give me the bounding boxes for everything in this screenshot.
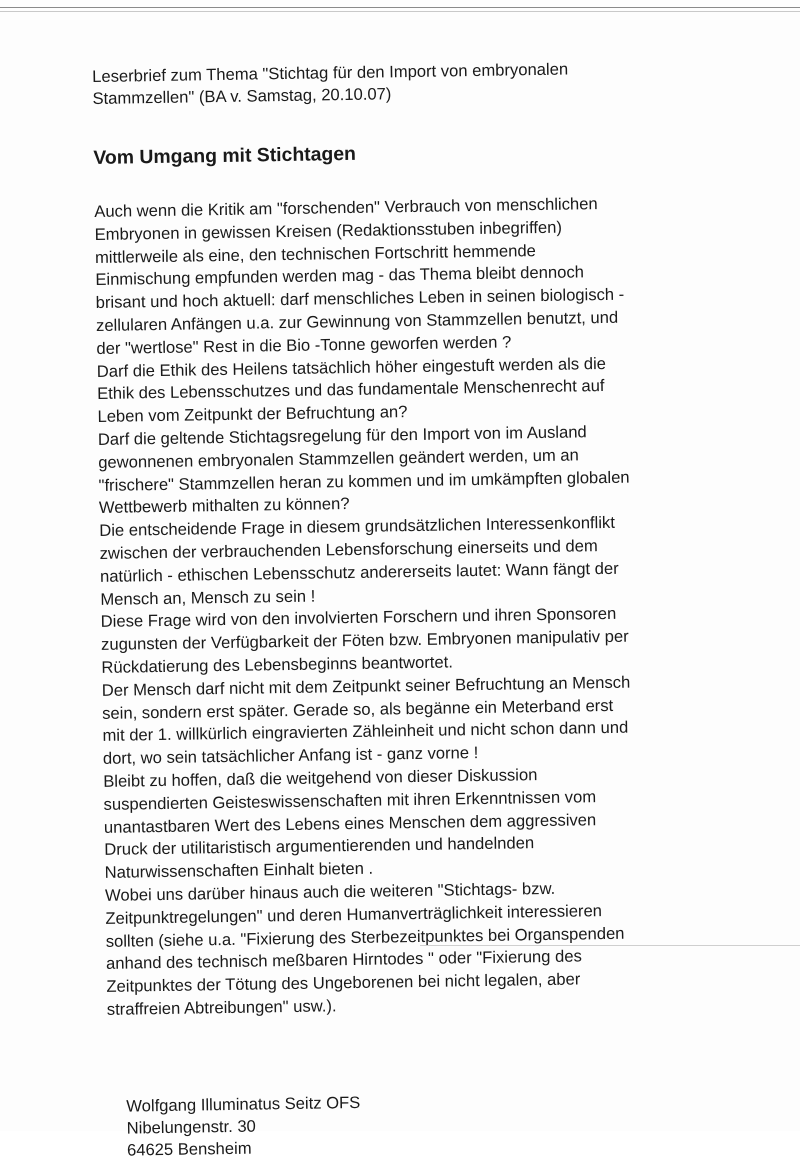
letter-content bbox=[92, 56, 749, 1162]
body-line: "frischere" Stammzellen heran zu kommen und im umkämpften globalen bbox=[98, 467, 630, 495]
body-line: natürlich - ethischen Lebensschutz andererseits lautet: Wann fängt der bbox=[99, 558, 619, 586]
letter-body bbox=[94, 191, 747, 1022]
body-line: zellularen Anfängen u.a. zur Gewinnung von Stammzellen benutzt, und bbox=[95, 307, 619, 335]
body-line: Bleibt zu hoffen, daß die weitgehend von dieser Diskussion bbox=[103, 765, 538, 791]
body-line: Wettbewerb mithalten zu können? bbox=[98, 494, 350, 518]
body-line: Auch wenn die Kritik am "forschenden" Verbrauch von menschlichen bbox=[94, 194, 598, 221]
body-line: mittlerweile als eine, den technischen Fortschritt hemmende bbox=[94, 240, 536, 267]
body-line: Diese Frage wird von den involvierten Forschern und ihren Sponsoren bbox=[100, 604, 617, 632]
body-line: zugunsten der Verfügbarkeit der Föten bzw. Embryonen manipulativ per bbox=[100, 626, 629, 655]
signature-name: Wolfgang Illuminatus Seitz OFS bbox=[126, 1092, 361, 1116]
body-line: sollten (siehe u.a. "Fixierung des Sterbezeitpunktes bei Organspenden bbox=[105, 923, 625, 951]
body-line: Der Mensch darf nicht mit dem Zeitpunkt seiner Befruchtung an Mensch bbox=[101, 672, 631, 700]
body-line: Druck der utilitaristisch argumentierenden und handelnden bbox=[104, 833, 535, 860]
body-line: Mensch an, Mensch zu sein ! bbox=[100, 586, 316, 609]
scan-artifact-line bbox=[420, 945, 800, 946]
subject-line: Leserbrief zum Thema "Stichtag für den Import von embryonalen bbox=[92, 59, 569, 86]
body-line: brisant und hoch aktuell: darf menschliches Leben in seinen biologisch - bbox=[95, 284, 625, 313]
body-line: Leben vom Zeitpunkt der Befruchtung an? bbox=[97, 402, 408, 427]
body-line: anhand des technisch meßbaren Hirntodes " oder "Fixierung des bbox=[105, 946, 582, 974]
body-line: der "wertlose" Rest in die Bio -Tonne geworfen werden ? bbox=[96, 332, 512, 358]
signature-block bbox=[126, 1086, 749, 1162]
body-line: suspendierten Geisteswissenschaften mit ihren Erkenntnissen vom bbox=[103, 786, 597, 814]
body-line: Darf die Ethik des Heilens tatsächlich höher eingestuft werden als die bbox=[96, 353, 607, 381]
scan-edge-line bbox=[0, 7, 800, 8]
body-line: Darf die geltende Stichtagsregelung für den Import von im Ausland bbox=[97, 422, 587, 449]
body-line: straffreien Abtreibungen" usw.). bbox=[106, 996, 337, 1019]
body-line: dort, wo sein tatsächlicher Anfang ist - ganz vorne ! bbox=[102, 743, 479, 769]
body-line: sein, sondern erst später. Gerade so, als begänne ein Meterband erst bbox=[102, 695, 614, 723]
body-line: Wobei uns darüber hinaus auch die weiteren "Stichtags- bzw. bbox=[104, 878, 556, 905]
scan-edge-line-faint bbox=[0, 11, 800, 12]
letter-subject bbox=[92, 57, 653, 110]
body-line: Zeitpunktes der Tötung des Ungeborenen bei nicht legalen, aber bbox=[106, 969, 581, 996]
body-line: gewonnenen embryonalen Stammzellen geändert werden, um an bbox=[98, 445, 579, 472]
body-line: Zeitpunktregelungen" und deren Humanverträglichkeit interessieren bbox=[105, 900, 603, 928]
body-line: Embryonen in gewissen Kreisen (Redaktionsstuben inbegriffen) bbox=[94, 217, 563, 244]
body-line: Die entscheidende Frage in diesem grundsätzlichen Interessenkonflikt bbox=[99, 513, 616, 541]
signature-street: Nibelungenstr. 30 bbox=[126, 1116, 256, 1138]
body-line: Einmischung empfunden werden mag - das Thema bleibt dennoch bbox=[95, 262, 585, 290]
signature-city: 64625 Bensheim bbox=[126, 1138, 252, 1160]
body-line: Ethik des Lebensschutzes und das fundamentale Menschenrecht auf bbox=[97, 376, 605, 404]
letter-heading: Vom Umgang mit Stichtagen bbox=[93, 142, 357, 169]
body-line: Rückdatierung des Lebensbeginns beantwortet. bbox=[101, 652, 454, 677]
body-line: Naturwissenschaften Einhalt bieten . bbox=[104, 858, 374, 883]
subject-line: Stammzellen" (BA v. Samstag, 20.10.07) bbox=[92, 84, 392, 108]
body-line: zwischen der verbrauchenden Lebensforschung einerseits und dem bbox=[99, 536, 598, 563]
body-line: mit der 1. willkürlich eingravierten Zähleinheit und nicht schon dann und bbox=[102, 717, 629, 746]
body-line: unantastbaren Wert des Lebens eines Menschen dem aggressiven bbox=[103, 809, 597, 837]
